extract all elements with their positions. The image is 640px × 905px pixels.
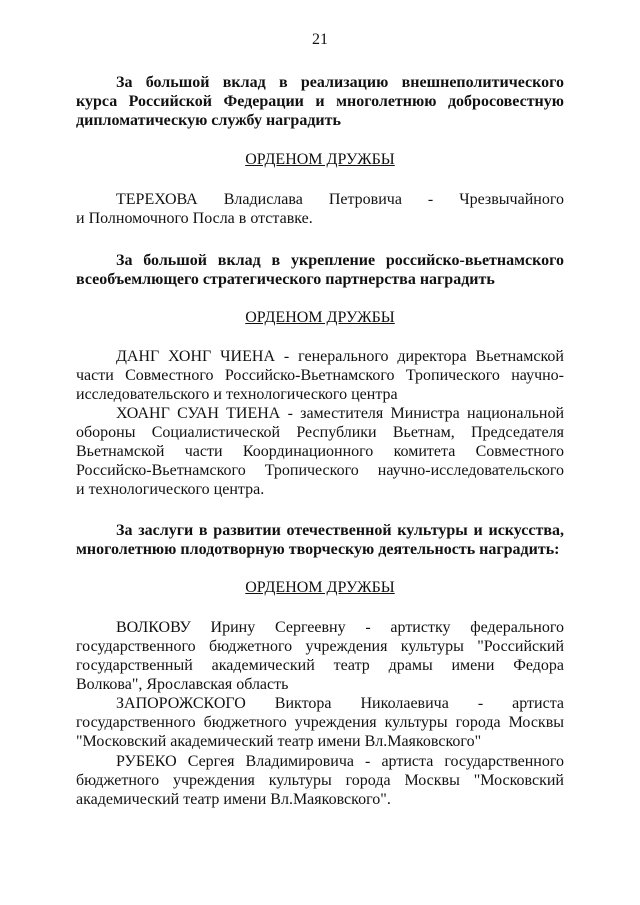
heading-line: курса Российской Федерации и многолетнюю добросовестную bbox=[76, 93, 564, 110]
heading-line: всеобъемлющего стратегического партнерства наградить bbox=[76, 271, 495, 288]
award-entry bbox=[76, 190, 564, 228]
entry-line: бюджетного учреждения культуры города Москвы "Московский bbox=[76, 772, 564, 789]
entry-line: и Полномочного Посла в отставке. bbox=[76, 210, 313, 227]
award-entry bbox=[76, 404, 564, 499]
entry-line: и технологического центра. bbox=[76, 481, 265, 498]
heading-line: За большой вклад в укрепление российско-вьетнамского bbox=[116, 252, 564, 269]
heading-line: дипломатическую службу наградить bbox=[76, 112, 341, 129]
entry-line: обороны Социалистической Республики Вьетнам, Председателя bbox=[76, 424, 564, 441]
heading-line: За заслуги в развитии отечественной культуры и искусства, bbox=[116, 522, 564, 539]
section-heading bbox=[76, 251, 564, 289]
heading-line: За большой вклад в реализацию внешнеполитического bbox=[116, 74, 564, 91]
award-entry bbox=[76, 618, 564, 694]
entry-line: части Совместного Российско-Вьетнамского Тропического научно- bbox=[76, 367, 564, 384]
entry-line: ДАНГ ХОНГ ЧИЕНА - генерального директора Вьетнамской bbox=[116, 348, 564, 365]
award-order-title: ОРДЕНОМ ДРУЖБЫ bbox=[245, 151, 395, 168]
award-order-title: ОРДЕНОМ ДРУЖБЫ bbox=[245, 579, 395, 596]
entry-line: государственного бюджетного учреждения культуры города Москвы bbox=[76, 714, 564, 731]
entry-line: РУБЕКО Сергея Владимировича - артиста государственного bbox=[116, 753, 564, 770]
entry-line: ВОЛКОВУ Ирину Сергеевну - артистку федерального bbox=[116, 619, 564, 636]
entry-line: исследовательского и технологического центра bbox=[76, 386, 398, 403]
entry-line: ТЕРЕХОВА Владислава Петровича - Чрезвычайного bbox=[116, 191, 564, 208]
section-heading bbox=[76, 73, 564, 130]
entry-line: государственный академический театр драмы имени Федора bbox=[76, 657, 564, 674]
entry-line: Волкова", Ярославская область bbox=[76, 676, 289, 693]
section-heading bbox=[76, 521, 564, 559]
award-entry bbox=[76, 347, 564, 404]
entry-line: ХОАНГ СУАН ТИЕНА - заместителя Министра национальной bbox=[116, 405, 564, 422]
award-entry bbox=[76, 694, 564, 751]
entry-line: ЗАПОРОЖСКОГО Виктора Николаевича - артиста bbox=[116, 695, 564, 712]
award-order-title: ОРДЕНОМ ДРУЖБЫ bbox=[245, 309, 395, 326]
entry-line: государственного бюджетного учреждения культуры "Российский bbox=[76, 638, 564, 655]
entry-line: академический театр имени Вл.Маяковского". bbox=[76, 791, 391, 808]
entry-line: "Московский академический театр имени Вл.Маяковского" bbox=[76, 733, 482, 750]
heading-line: многолетнюю плодотворную творческую деятельность наградить: bbox=[76, 541, 560, 558]
award-entry bbox=[76, 752, 564, 809]
entry-line: Вьетнамской части Координационного комитета Совместного bbox=[76, 443, 564, 460]
entry-line: Российско-Вьетнамского Тропического научно-исследовательского bbox=[76, 462, 564, 479]
page-number: 21 bbox=[312, 31, 328, 48]
